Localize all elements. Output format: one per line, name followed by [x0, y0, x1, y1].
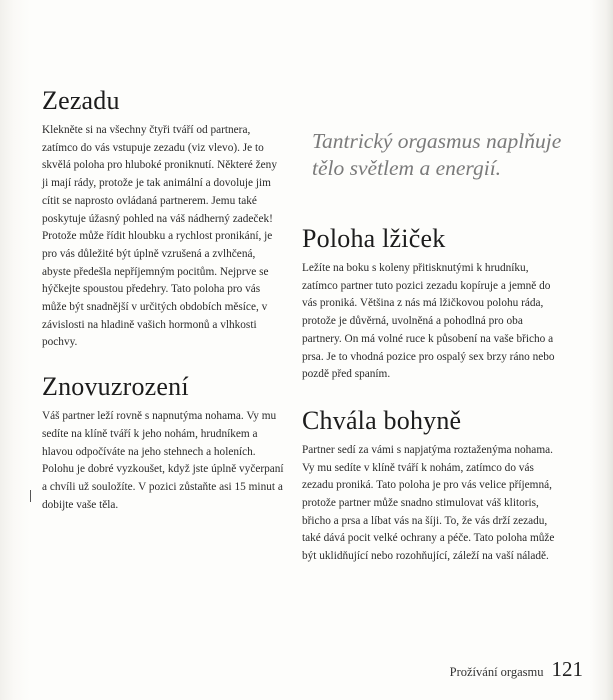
heading-poloha-lzicek: Poloha lžiček: [302, 224, 446, 253]
paragraph-zezadu: Klekněte si na všechny čtyři tváří od partnera, zatímco do vás vstupuje zezadu (viz vlevo). Je to skvělá poloha pro hluboké proniknutí. Některé ženy ji mají rády, protože je tak animální a dovoluje jim cítit se naprosto ovládaná partnerem. Jemu také poskytuje úžasný pohled na váš nádherný zadeček! Protože může řídit hloubku a rychlost pronikání, je pro vás důležité být úplně vzrušená a zvlhčená, abyste předešla nepříjemným pocitům. Nejprve se hýčkejte spoustou předehry. Tato poloha pro vás může být snadnější v určitých obdobích měsíce, v závislosti na hladině vašich hormonů a vlhkosti pochvy.: [42, 124, 277, 349]
heading-zezadu: Zezadu: [42, 86, 120, 115]
pull-quote: Tantrický orgasmus naplňuje tělo světlem a energií.: [312, 129, 562, 180]
right-column: [302, 128, 562, 566]
heading-znovuzrozeni: Znovuzrození: [42, 372, 189, 402]
margin-mark: [30, 490, 31, 502]
heading-chvala-bohyne: Chvála bohyně: [302, 405, 462, 435]
page-number: 121: [551, 657, 583, 681]
page-footer: [450, 657, 583, 682]
footer-chapter-title: Prožívání orgasmu: [449, 665, 544, 679]
left-column: [42, 86, 284, 514]
paragraph-znovuzrozeni: Váš partner leží rovně s napnutýma nohama. Vy mu sedíte na klíně tváří k jeho nohám, hrudníkem a hlavou odpočíváte na jeho stehnech a holeních. Polohu je dobré vyzkoušet, když jste úplně vyčerpaní a chvíli už souložíte. V pozici zůstaňte asi 15 minut a dobijte vaše těla.: [42, 410, 284, 511]
paragraph-poloha-lzicek: Ležíte na boku s koleny přitisknutými k hrudníku, zatímco partner tuto pozici zezadu kopíruje a jemně do vás proniká. Většina z nás má lžičkovou polohu ráda, protože je důvěrná, uvolněná a pohodlná pro oba partnery. On má volné ruce k působení na vaše břicho a prsa. Je to vhodná pozice pro ospalý sex brzy ráno nebo pozdě před spaním.: [302, 262, 555, 381]
paragraph-chvala-bohyne: Partner sedí za vámi s napjatýma roztaženýma nohama. Vy mu sedíte v klíně tváří k nohám, zatímco do vás zezadu proniká. Tato poloha je pro vás velice příjemná, protože partner může snadno stimulovat váš klitoris, břicho a prsa a líbat vás na šíji. To, že vás drží zezadu, také dává pocit velké ochrany a péče. Tato poloha může být uklidňující nebo rozohňující, záleží na vaší náladě.: [302, 443, 555, 563]
